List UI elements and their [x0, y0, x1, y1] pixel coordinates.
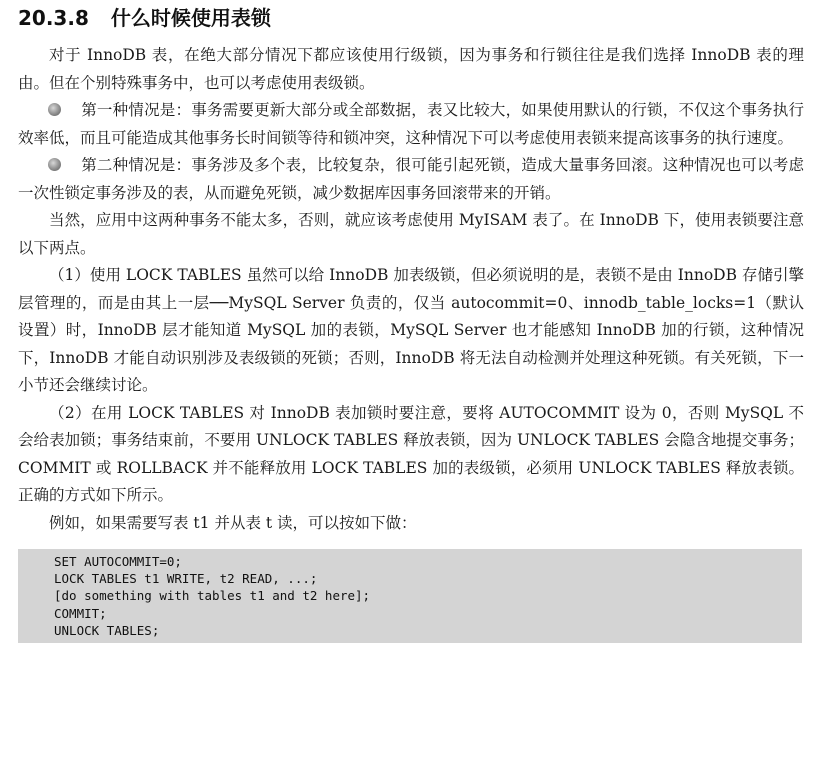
section-heading — [18, 0, 804, 38]
code-line: UNLOCK TABLES; — [54, 622, 160, 638]
code-line: [do something with tables t1 and t2 here]; — [54, 588, 371, 604]
document-page — [18, 0, 804, 643]
section-title: 什么时候使用表锁 — [110, 6, 271, 30]
bullet-item-2-text: 第二种情况是：事务涉及多个表，比较复杂，很可能引起死锁，造成大量事务回滚。这种情况也可以考虑一次性锁定事务涉及的表，从而避免死锁，减少数据库因事务回滚带来的开销。 — [18, 156, 804, 202]
intro-paragraph: 对于 InnoDB 表，在绝大部分情况下都应该使用行级锁，因为事务和行锁往往是我们选择 InnoDB 表的理由。但在个别特殊事务中，也可以考虑使用表级锁。 — [18, 46, 804, 92]
bullet-circle-icon — [48, 158, 61, 171]
bullet-item-2 — [18, 152, 804, 207]
code-line: LOCK TABLES t1 WRITE, t2 READ, ...; — [54, 571, 318, 587]
myisam-paragraph: 当然，应用中这两种事务不能太多，否则，就应该考虑使用 MyISAM 表了。在 InnoDB 下，使用表锁要注意以下两点。 — [18, 211, 804, 257]
code-line: SET AUTOCOMMIT=0; — [54, 554, 182, 569]
point-2-paragraph: （2）在用 LOCK TABLES 对 InnoDB 表加锁时要注意，要将 AUTOCOMMIT 设为 0，否则 MySQL 不会给表加锁；事务结束前，不要用 UNLOCK TABLES 释放表锁，因为 UNLOCK TABLES 会隐含地提交事务；COMMIT 或 ROLLBACK 并不能释放用 LOCK TABLES 加的表级锁，必须用 UNLOCK TABLES 释放表锁。正确的方式如下所示。 — [18, 403, 804, 504]
code-line: COMMIT; — [54, 605, 107, 621]
bullet-circle-icon — [48, 103, 61, 116]
section-number: 20.3.8 — [18, 6, 89, 30]
example-paragraph: 例如，如果需要写表 t1 并从表 t 读，可以按如下做： — [49, 513, 417, 532]
bullet-item-1 — [18, 97, 804, 152]
point-1-paragraph: （1）使用 LOCK TABLES 虽然可以给 InnoDB 加表级锁，但必须说明的是，表锁不是由 InnoDB 存储引擎层管理的，而是由其上一层──MySQL Server 负责的，仅当 autocommit=0、innodb_table_locks=1（默认设置）时，InnoDB 层才能知道 MySQL 加的表锁，MySQL Server 也才能感知 InnoDB 加的行锁，这种情况下，InnoDB 才能自动识别涉及表级锁的死锁；否则，InnoDB 将无法自动检测并处理这种死锁。有关死锁，下一小节还会继续讨论。 — [18, 266, 804, 394]
bullet-item-1-text: 第一种情况是：事务需要更新大部分或全部数据，表又比较大，如果使用默认的行锁，不仅这个事务执行效率低，而且可能造成其他事务长时间锁等待和锁冲突，这种情况下可以考虑使用表锁来提高该事务的执行速度。 — [18, 101, 804, 147]
code-block — [18, 549, 802, 643]
